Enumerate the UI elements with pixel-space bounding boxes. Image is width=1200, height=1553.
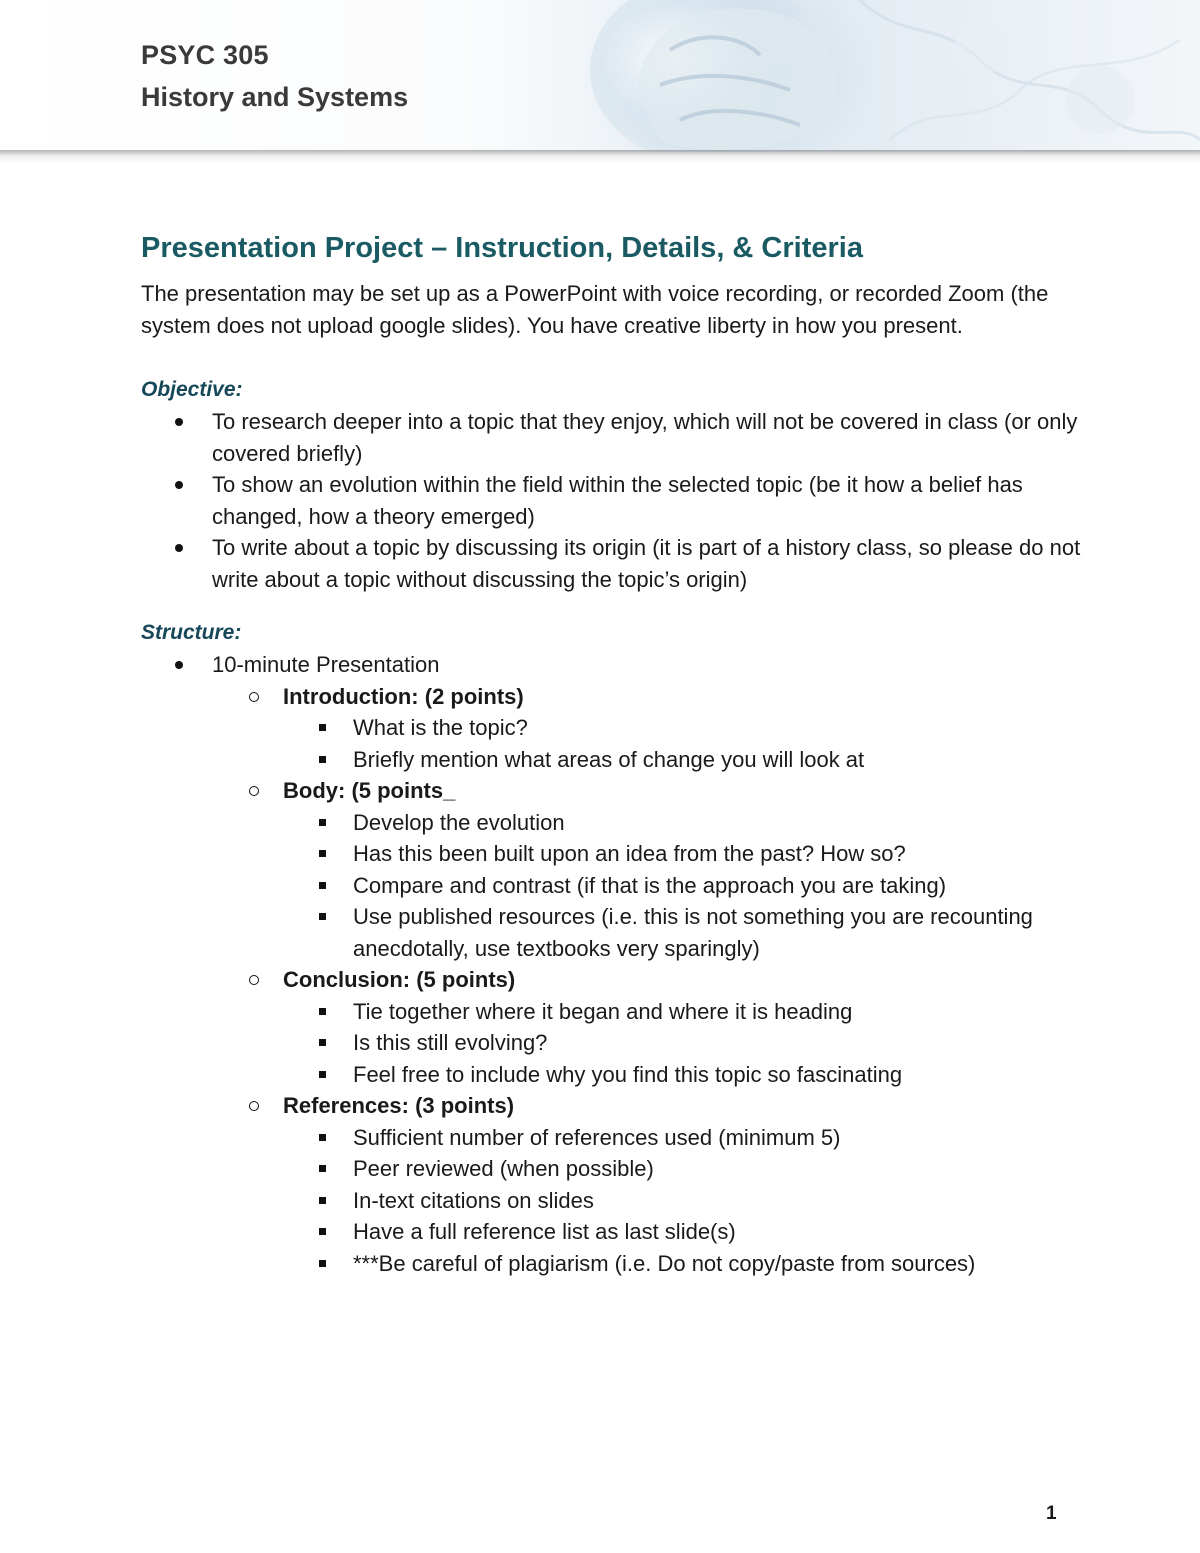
list-item: Develop the evolution <box>141 807 1081 839</box>
section-items <box>283 1122 1081 1280</box>
list-item: Compare and contrast (if that is the approach you are taking) <box>141 870 1081 902</box>
objective-item: To show an evolution within the field within the selected topic (be it how a belief has changed, how a theory emerged) <box>141 469 1081 532</box>
document-body <box>141 228 1081 1279</box>
objective-list <box>141 406 1081 595</box>
section-conclusion <box>141 964 1081 1090</box>
brain-image <box>560 0 1200 152</box>
list-item: Briefly mention what areas of change you will look at <box>141 744 1081 776</box>
list-item: Use published resources (i.e. this is not something you are recounting anecdotally, use textbooks very sparingly) <box>141 901 1081 964</box>
header-banner <box>0 0 1200 152</box>
section-body <box>141 775 1081 964</box>
section-heading: References: (3 points) <box>283 1093 515 1118</box>
section-items <box>283 807 1081 965</box>
list-item: Sufficient number of references used (minimum 5) <box>141 1122 1081 1154</box>
section-heading: Introduction: (2 points) <box>283 683 524 709</box>
structure-sections <box>212 681 1081 1280</box>
course-name: History and Systems <box>141 82 409 112</box>
structure-main-item-label: 10-minute Presentation <box>212 652 440 677</box>
intro-paragraph: The presentation may be set up as a PowerPoint with voice recording, or recorded Zoom (the system does not upload google slides). You have creative liberty in how you present. <box>141 281 1049 338</box>
list-item: Feel free to include why you find this topic so fascinating <box>141 1059 1081 1091</box>
course-code: PSYC 305 <box>141 40 269 70</box>
structure-main-item <box>141 649 1081 1279</box>
objective-label: Objective: <box>141 378 243 401</box>
structure-list <box>141 649 1081 1279</box>
list-item: What is the topic? <box>141 712 1081 744</box>
section-heading: Body: (5 points_ <box>283 778 456 803</box>
section-references <box>141 1090 1081 1279</box>
list-item: Is this still evolving? <box>141 1027 1081 1059</box>
section-heading: Conclusion: (5 points) <box>283 967 516 992</box>
list-item: ***Be careful of plagiarism (i.e. Do not copy/paste from sources) <box>141 1248 1081 1280</box>
section-items <box>283 996 1081 1091</box>
objective-item: To research deeper into a topic that they enjoy, which will not be covered in class (or only covered briefly) <box>141 406 1081 469</box>
list-item: Have a full reference list as last slide(s) <box>141 1216 1081 1248</box>
structure-label: Structure: <box>141 621 242 644</box>
header-shadow <box>0 150 1200 164</box>
section-items <box>283 712 1081 775</box>
objective-item: To write about a topic by discussing its origin (it is part of a history class, so please do not write about a topic without discussing the topic’s origin) <box>141 532 1081 595</box>
list-item: Tie together where it began and where it is heading <box>141 996 1081 1028</box>
list-item: In-text citations on slides <box>141 1185 1081 1217</box>
page-number: 1 <box>1046 1503 1057 1524</box>
document-title: Presentation Project – Instruction, Details, & Criteria <box>141 232 863 264</box>
list-item: Peer reviewed (when possible) <box>141 1153 1081 1185</box>
list-item: Has this been built upon an idea from the past? How so? <box>141 838 1081 870</box>
section-introduction <box>141 681 1081 776</box>
